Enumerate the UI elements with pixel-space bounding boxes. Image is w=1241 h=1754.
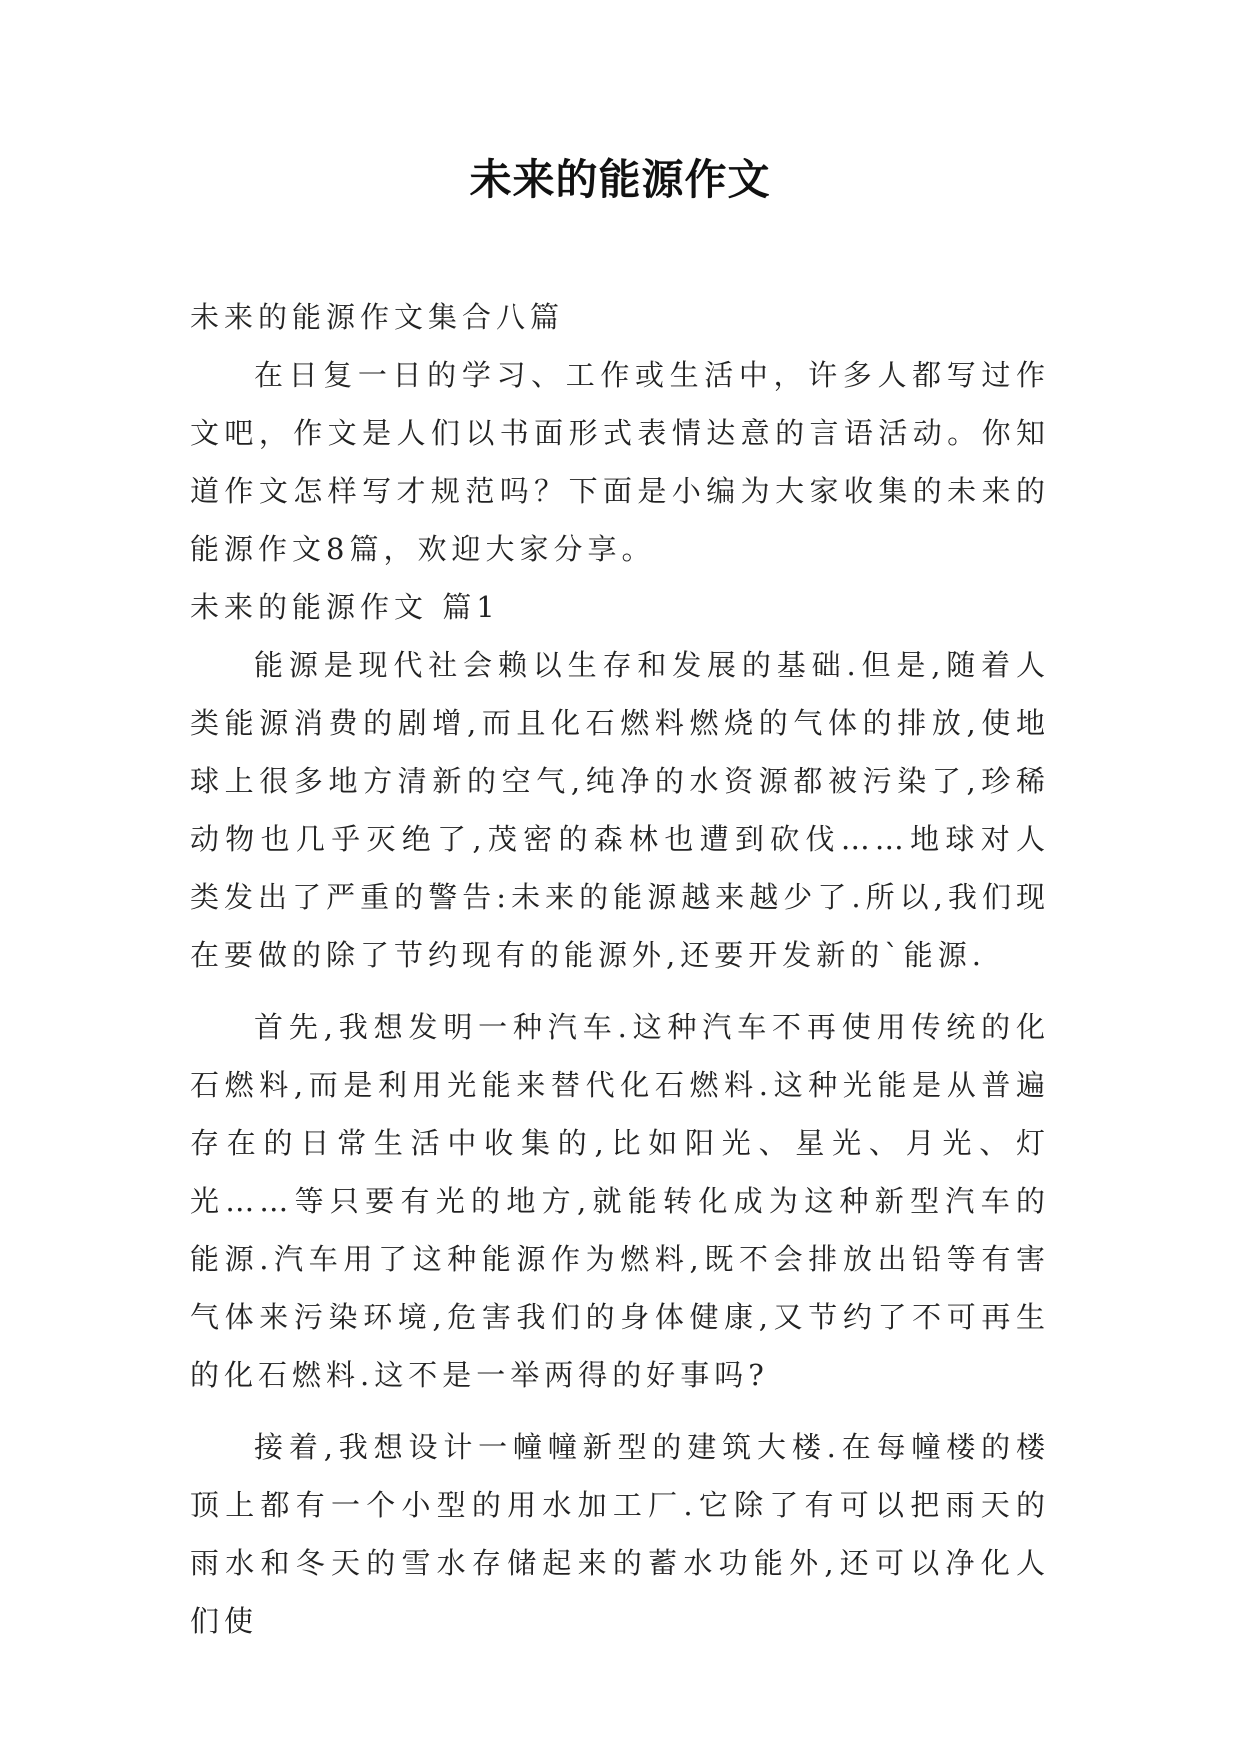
body-paragraph-1: 能源是现代社会赖以生存和发展的基础.但是,随着人类能源消费的剧增,而且化石燃料燃烧的气体的排放,使地球上很多地方清新的空气,纯净的水资源都被污染了,珍稀动物也几乎灭绝了,茂密的森林也遭到砍伐……地球对人类发出了严重的警告:未来的能源越来越少了.所以,我们现在要做的除了节约现有的能源外,还要开发新的`能源.	[190, 648, 1050, 972]
document-body	[190, 288, 1050, 1650]
intro-paragraph: 在日复一日的学习、工作或生活中，许多人都写过作文吧，作文是人们以书面形式表情达意的言语活动。你知道作文怎样写才规范吗？下面是小编为大家收集的未来的能源作文8篇，欢迎大家分享。	[190, 358, 1050, 566]
document-title: 未来的能源作文	[469, 155, 771, 204]
document-page	[190, 0, 1050, 1754]
collection-subtitle: 未来的能源作文集合八篇	[190, 300, 565, 334]
section-heading: 未来的能源作文 篇1	[190, 590, 500, 624]
body-paragraph-3: 接着,我想设计一幢幢新型的建筑大楼.在每幢楼的楼顶上都有一个小型的用水加工厂.它除了有可以把雨天的雨水和冬天的雪水存储起来的蓄水功能外,还可以净化人们使	[190, 1430, 1050, 1638]
body-paragraph-2: 首先,我想发明一种汽车.这种汽车不再使用传统的化石燃料,而是利用光能来替代化石燃料.这种光能是从普遍存在的日常生活中收集的,比如阳光、星光、月光、灯光……等只要有光的地方,就能转化成为这种新型汽车的能源.汽车用了这种能源作为燃料,既不会排放出铅等有害气体来污染环境,危害我们的身体健康,又节约了不可再生的化石燃料.这不是一举两得的好事吗?	[190, 1010, 1050, 1392]
